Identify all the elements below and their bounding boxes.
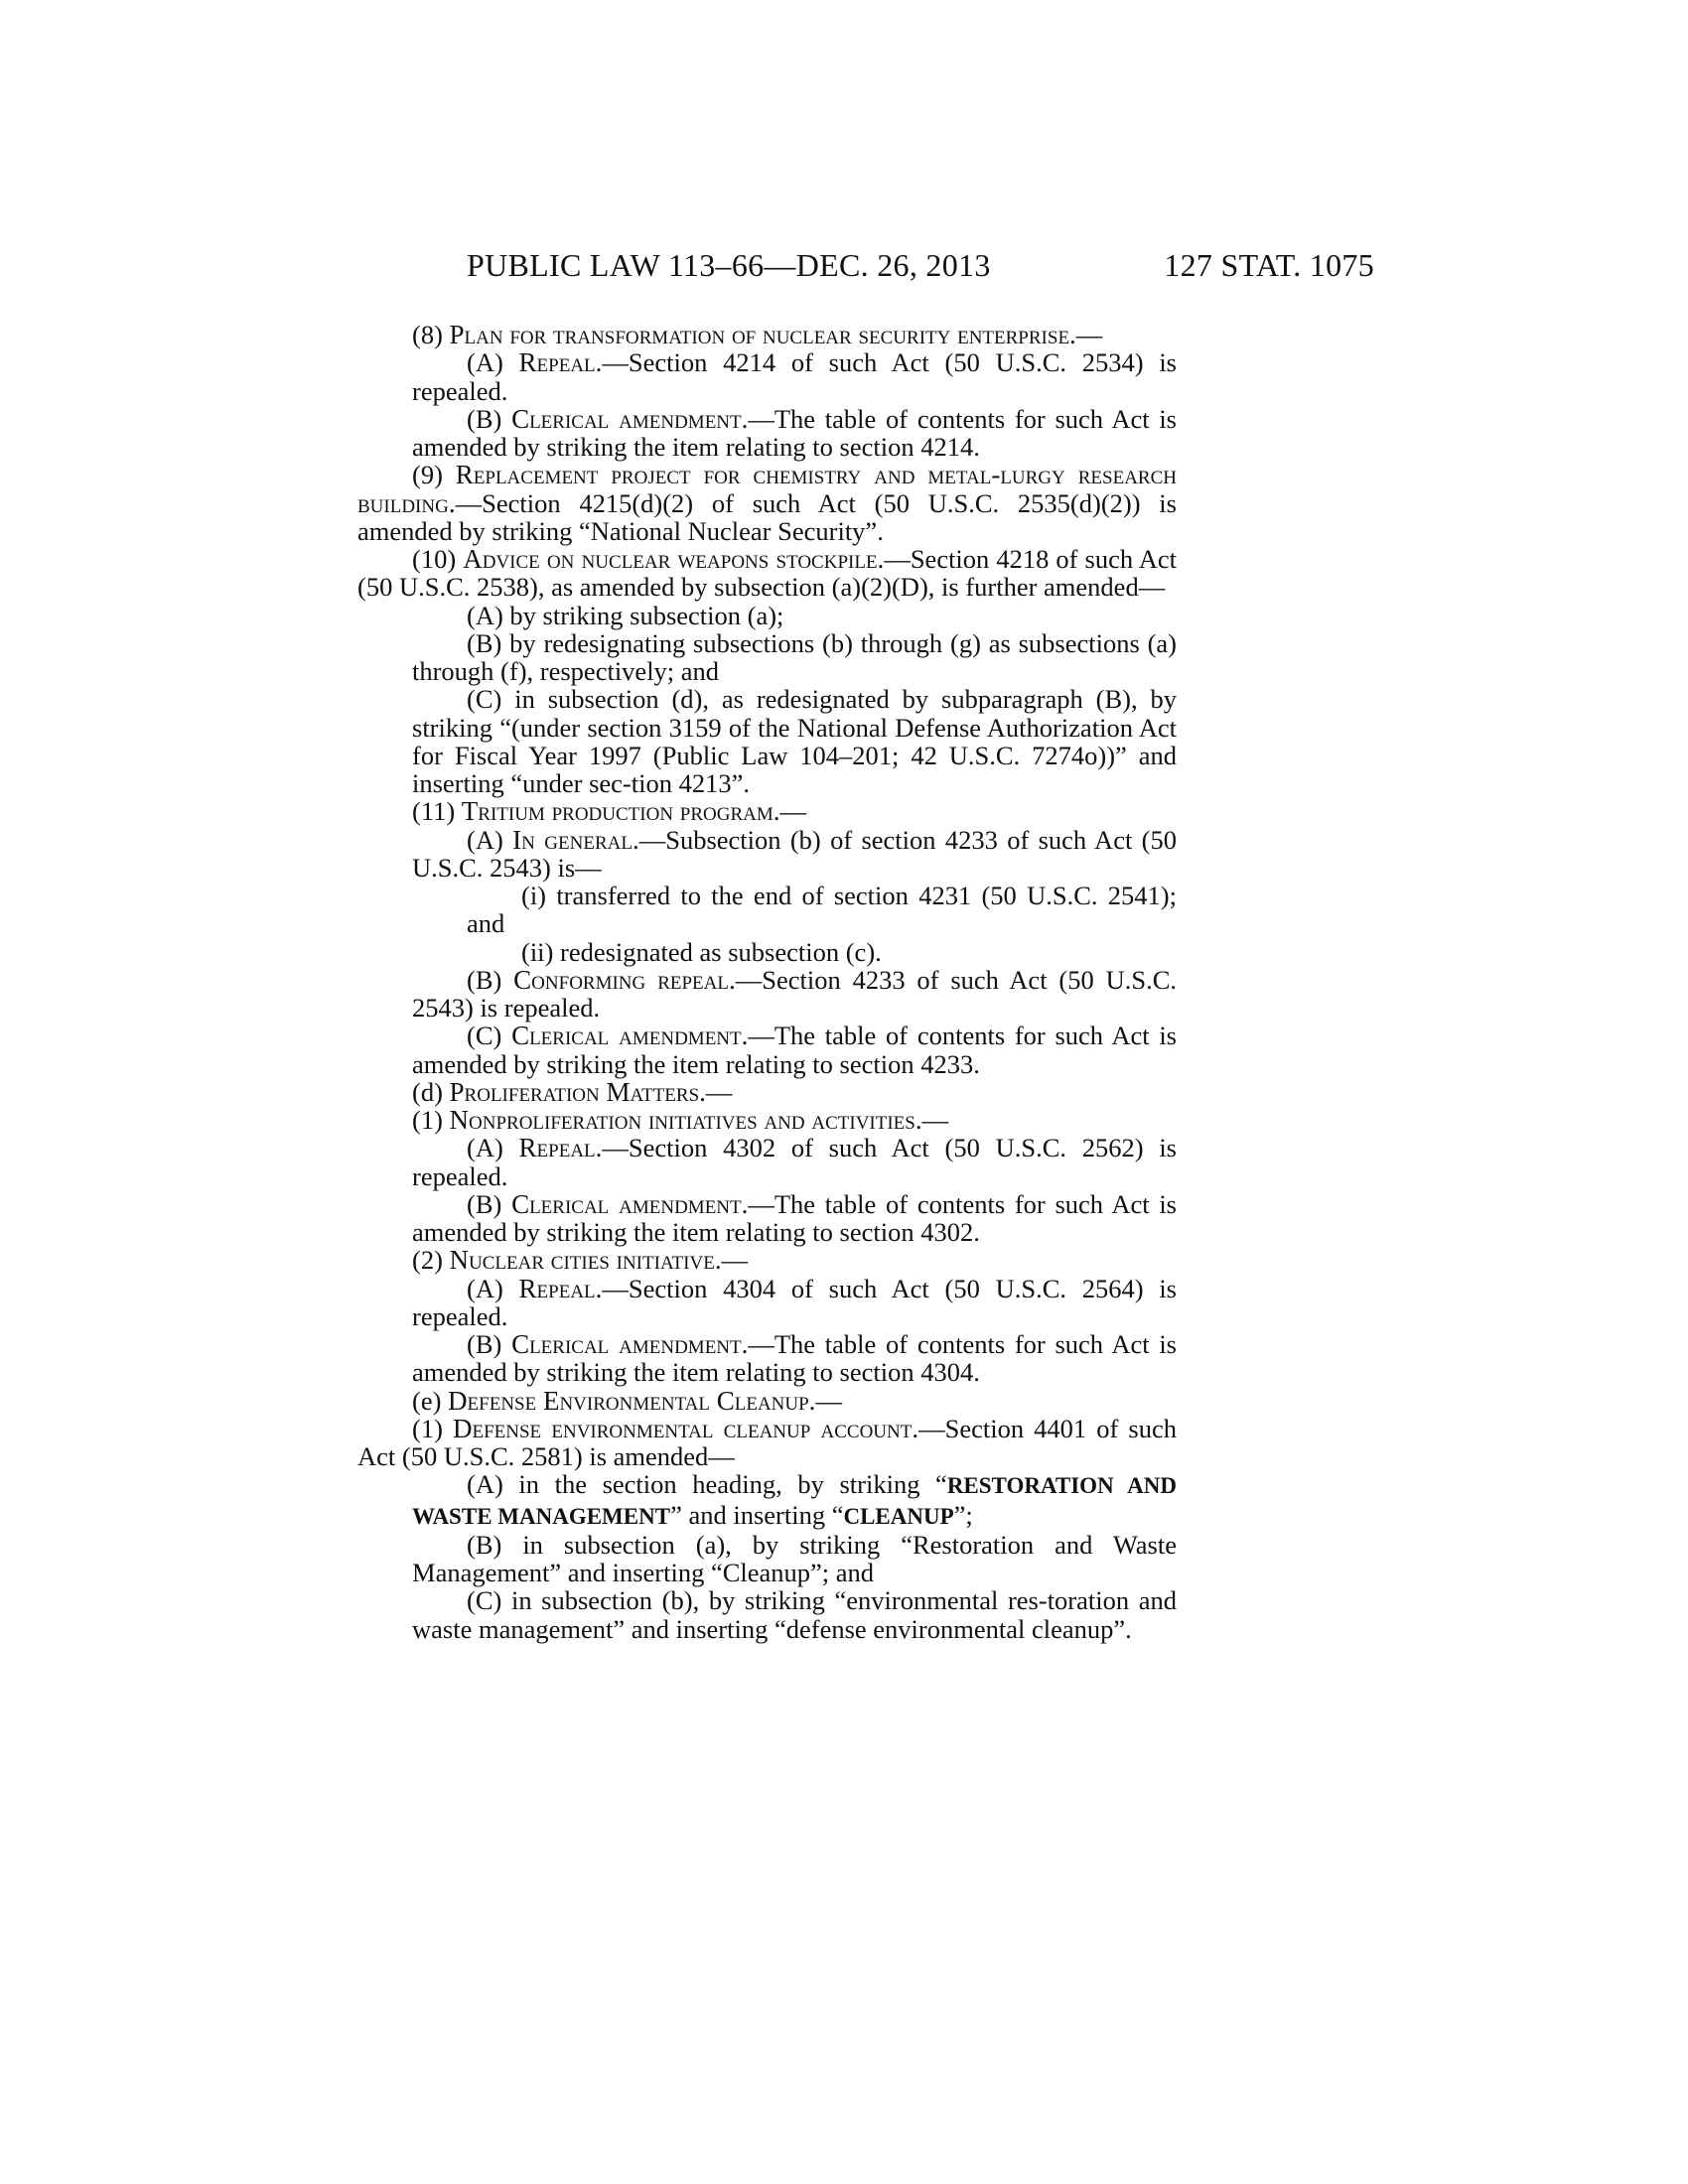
paragraph-designator: (9) — [412, 460, 456, 490]
paragraph-text: ” and inserting “ — [670, 1499, 844, 1530]
paragraph-text: — — [921, 1105, 949, 1135]
page-number: 127 STAT. 1075 — [1164, 247, 1374, 283]
paragraph-designator: (B) — [467, 1329, 512, 1359]
paragraph — [357, 1078, 1177, 1106]
paragraph-designator: (B) — [467, 1188, 512, 1219]
paragraph-heading: Clerical amendment. — [511, 1021, 749, 1051]
paragraph-text: ”; — [953, 1499, 973, 1530]
paragraph-designator: (11) — [412, 796, 462, 827]
paragraph-text: —Section 4214 of such Act (50 U.S.C. 2534) is repealed. — [412, 347, 1177, 406]
paragraph-heading: Repeal. — [518, 347, 603, 378]
paragraph — [357, 1106, 1177, 1134]
paragraph-text: redesignated as subsection (c). — [560, 936, 882, 967]
paragraph-text: — — [815, 1385, 842, 1416]
paragraph-designator: (B) — [467, 1529, 523, 1560]
paragraph — [357, 348, 1177, 405]
paragraph-heading: Replacement project for chemistry and metal-lurgy research building. — [357, 460, 1177, 518]
paragraph-heading: Defense environmental cleanup account. — [452, 1413, 919, 1443]
paragraph — [357, 321, 1177, 348]
paragraph-text: —Section 4401 of such Act (50 U.S.C. 2581) is amended— — [357, 1413, 1177, 1471]
running-head: PUBLIC LAW 113–66—DEC. 26, 2013 — [467, 247, 991, 283]
paragraph-text: —Section 4302 of such Act (50 U.S.C. 2562) is repealed. — [412, 1133, 1177, 1191]
paragraph-designator: (B) — [467, 403, 512, 434]
paragraph-heading: Clerical amendment. — [511, 1329, 749, 1359]
paragraph-heading: Advice on nuclear weapons stockpile. — [463, 544, 885, 574]
paragraph-text: by striking subsection (a); — [509, 600, 784, 630]
paragraph-heading: Plan for transformation of nuclear security enterprise. — [449, 320, 1076, 349]
paragraph-heading: Nonproliferation initiatives and activities. — [449, 1105, 922, 1135]
paragraph — [357, 1275, 1177, 1331]
paragraph-designator: (2) — [412, 1245, 450, 1276]
statute-text — [357, 321, 1177, 1643]
paragraph — [357, 1387, 1177, 1415]
paragraph-heading: Repeal. — [518, 1133, 603, 1163]
paragraph-designator: (1) — [412, 1413, 453, 1443]
bold-text: RESTORATION AND WASTE MANAGEMENT — [412, 1473, 1177, 1529]
paragraph-designator: (A) — [467, 1273, 519, 1303]
paragraph — [357, 882, 1177, 938]
paragraph — [357, 461, 1177, 545]
paragraph-text: —Section 4304 of such Act (50 U.S.C. 2564) is repealed. — [412, 1273, 1177, 1331]
paragraph — [357, 826, 1177, 883]
paragraph-designator: (B) — [467, 627, 510, 658]
paragraph-text: —The table of contents for such Act is amended by striking the item relating to section 4214. — [412, 403, 1177, 462]
paragraph — [357, 629, 1177, 686]
paragraph-text: in subsection (a), by striking “Restoration and Waste Management” and inserting “Cleanup”; and — [412, 1529, 1177, 1587]
paragraph-designator: (e) — [412, 1385, 449, 1416]
paragraph-heading: Tritium production program. — [461, 796, 780, 827]
paragraph-heading: In general. — [512, 824, 639, 855]
paragraph-heading: Defense Environmental Cleanup. — [448, 1385, 816, 1416]
paragraph — [357, 1330, 1177, 1387]
paragraph-designator: (A) — [467, 1469, 519, 1500]
paragraph-text: —Subsection (b) of section 4233 of such Act (50 U.S.C. 2543) is— — [412, 824, 1177, 883]
paragraph-designator: (A) — [467, 824, 513, 855]
paragraph — [357, 966, 1177, 1023]
paragraph-text: in the section heading, by striking “ — [518, 1469, 947, 1500]
paragraph-heading: Proliferation Matters. — [449, 1076, 706, 1107]
paragraph-designator: (1) — [412, 1105, 450, 1135]
paragraph-designator: (10) — [412, 544, 464, 574]
paragraph-text: in subsection (b), by striking “environmental res-toration and waste management” and inserting “defense environmental cleanup”. — [412, 1585, 1177, 1644]
paragraph — [357, 1586, 1177, 1643]
bold-text: CLEANUP — [843, 1503, 954, 1529]
paragraph-designator: (C) — [467, 1021, 512, 1051]
paragraph-text: transferred to the end of section 4231 (50 U.S.C. 2541); and — [467, 881, 1177, 939]
paragraph — [357, 1531, 1177, 1587]
paragraph-text: —The table of contents for such Act is amended by striking the item relating to section 4302. — [412, 1188, 1177, 1247]
paragraph-heading: Clerical amendment. — [511, 1188, 749, 1219]
paragraph-designator: (C) — [467, 1585, 511, 1616]
paragraph-designator: (ii) — [521, 936, 560, 967]
paragraph-designator: (A) — [467, 347, 519, 378]
paragraph-text: — — [721, 1245, 749, 1276]
paragraph-text: —Section 4218 of such Act (50 U.S.C. 2538), as amended by subsection (a)(2)(D), is further amended— — [357, 544, 1177, 603]
paragraph-text: — — [1075, 320, 1103, 349]
paragraph-designator: (B) — [467, 964, 514, 995]
paragraph-designator: (d) — [412, 1076, 450, 1107]
paragraph — [357, 545, 1177, 602]
paragraph — [357, 1190, 1177, 1247]
paragraph-designator: (i) — [521, 881, 557, 910]
page-header — [467, 245, 1380, 285]
paragraph — [357, 797, 1177, 825]
paragraph-designator: (8) — [412, 320, 450, 349]
paragraph-designator: (C) — [467, 684, 515, 715]
paragraph-text: — — [779, 796, 807, 827]
paragraph-text: —The table of contents for such Act is amended by striking the item relating to section 4304. — [412, 1329, 1177, 1388]
paragraph-heading: Conforming repeal. — [513, 964, 736, 995]
paragraph — [357, 1134, 1177, 1190]
paragraph-designator: (A) — [467, 600, 510, 630]
paragraph — [357, 602, 1177, 629]
paragraph — [357, 1246, 1177, 1274]
paragraph — [357, 685, 1177, 797]
paragraph-text: in subsection (d), as redesignated by subparagraph (B), by striking “(under section 3159 of the National Defense Authorization Act for Fiscal Year 1997 (Public Law 104–201; 42 U.S.C. 7274o))” and inserting “under sec-tion 4213”. — [412, 684, 1177, 798]
paragraph — [357, 938, 1177, 966]
paragraph — [357, 1022, 1177, 1078]
paragraph-heading: Repeal. — [518, 1273, 603, 1303]
paragraph — [357, 1470, 1177, 1531]
paragraph — [357, 1415, 1177, 1471]
paragraph-text: —Section 4233 of such Act (50 U.S.C. 2543) is repealed. — [412, 964, 1177, 1023]
paragraph-heading: Clerical amendment. — [511, 403, 749, 434]
paragraph-text: —Section 4215(d)(2) of such Act (50 U.S.C. 2535(d)(2)) is amended by striking “National Nuclear Security”. — [357, 487, 1177, 546]
paragraph-designator: (A) — [467, 1133, 519, 1163]
paragraph-text: —The table of contents for such Act is amended by striking the item relating to section 4233. — [412, 1021, 1177, 1079]
paragraph-text: by redesignating subsections (b) through (g) as subsections (a) through (f), respectively; and — [412, 627, 1177, 686]
paragraph-heading: Nuclear cities initiative. — [449, 1245, 722, 1276]
paragraph-text: — — [705, 1076, 733, 1107]
paragraph — [357, 405, 1177, 462]
